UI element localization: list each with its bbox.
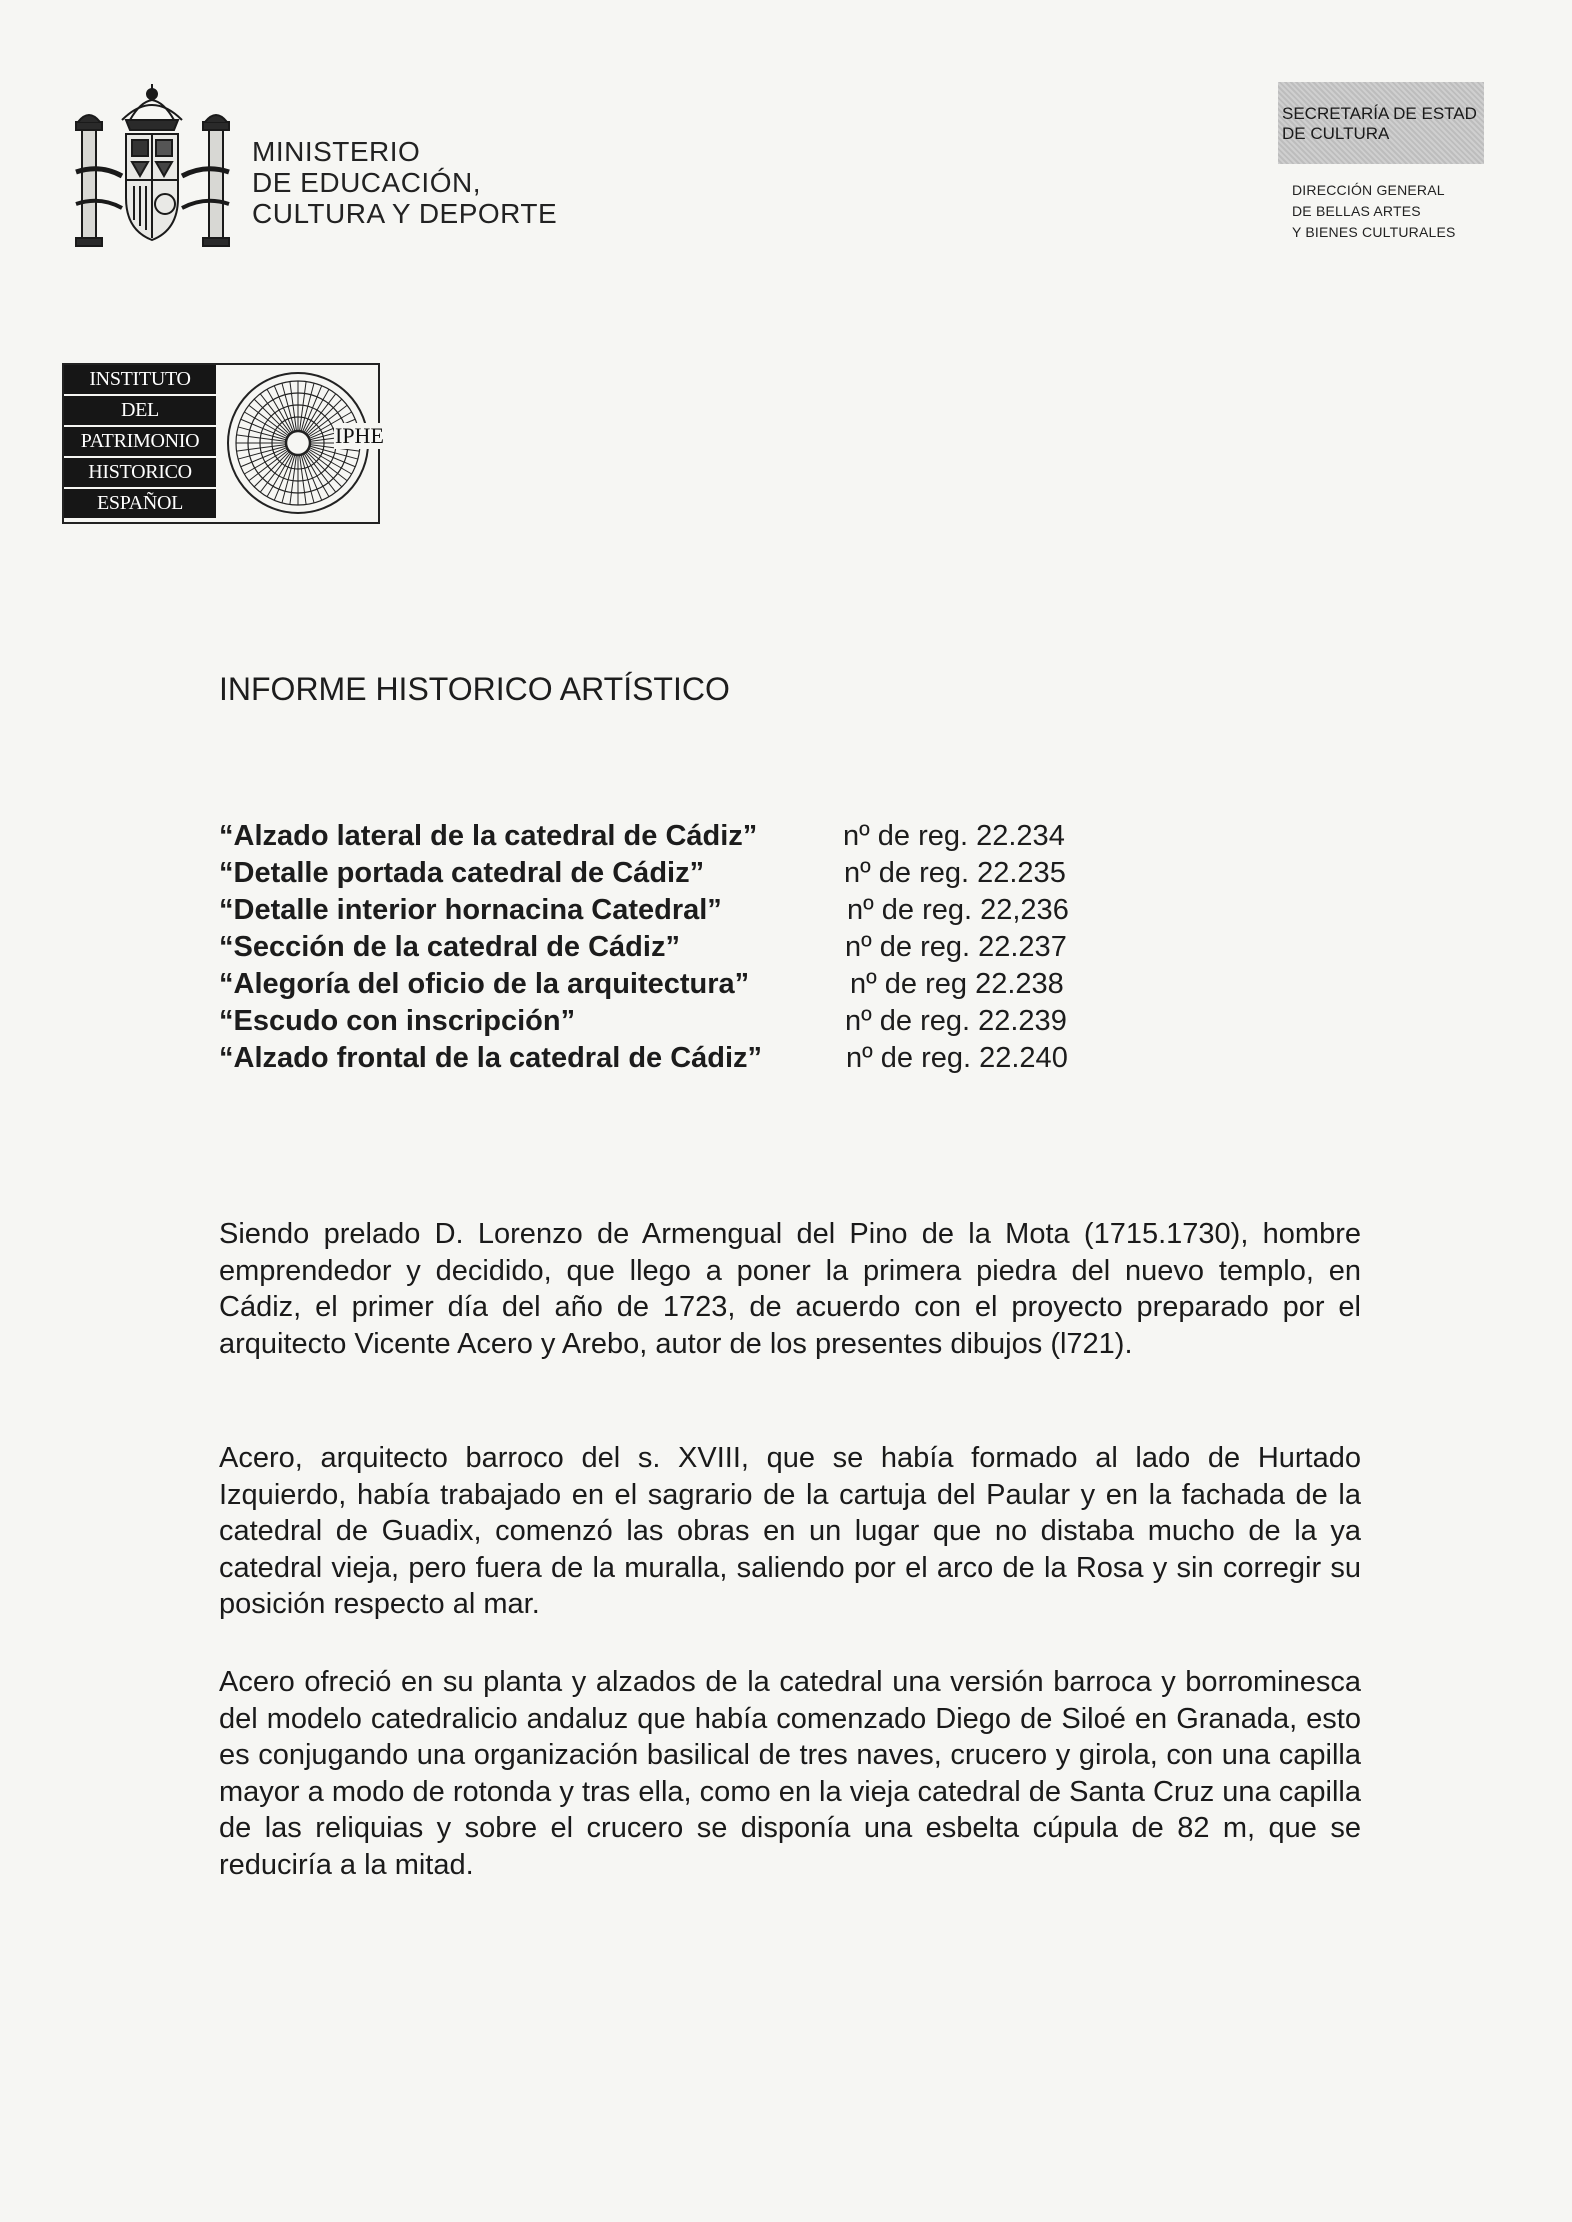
work-title: “Alzado lateral de la catedral de Cádiz” (219, 820, 758, 852)
direccion-line-1: DIRECCIÓN GENERAL (1292, 182, 1445, 198)
report-title: INFORME HISTORICO ARTÍSTICO (219, 671, 730, 707)
secretaria-line-1: SECRETARÍA DE ESTAD (1282, 104, 1477, 123)
work-title: “Alzado frontal de la catedral de Cádiz” (219, 1042, 763, 1074)
work-title: “Detalle portada catedral de Cádiz” (219, 857, 705, 889)
iphe-name-block (64, 365, 216, 522)
iphe-name-line-3: PATRIMONIO (64, 427, 216, 456)
ministry-line-1: MINISTERIO (252, 136, 421, 167)
coat-of-arms-emblem (70, 80, 235, 250)
work-title: “Detalle interior hornacina Catedral” (219, 894, 722, 926)
work-title: “Alegoría del oficio de la arquitectura” (219, 968, 750, 1000)
work-reg-number: nº de reg. 22.234 (843, 820, 1065, 852)
iphe-logo (62, 363, 384, 524)
direccion-line-3: Y BIENES CULTURALES (1292, 224, 1456, 240)
direccion-line-2: DE BELLAS ARTES (1292, 203, 1421, 219)
work-reg-number: nº de reg. 22.240 (846, 1042, 1068, 1074)
iphe-abbreviation: IPHE (335, 423, 384, 448)
iphe-name-line-5: ESPAÑOL (64, 489, 216, 518)
secretaria-box (1278, 82, 1484, 164)
work-reg-number: nº de reg 22.238 (850, 968, 1064, 1000)
work-title: “Sección de la catedral de Cádiz” (219, 931, 680, 963)
direccion-general (1292, 180, 1456, 243)
ministry-line-2: DE EDUCACIÓN, (252, 167, 481, 198)
work-reg-number: nº de reg. 22,236 (847, 894, 1069, 926)
body-paragraph-3: Acero ofreció en su planta y alzados de la catedral una versión barroca y borrominesca del modelo catedralicio andaluz que había comenzado Diego de Siloé en Granada, esto es conjugando una organización basilical de tres naves, crucero y girola, con una capilla mayor a modo de rotonda y tras ella, como en la vieja catedral de Santa Cruz una capilla de las reliquias y sobre el crucero se disponía una esbelta cúpula de 82 m, que se reduciría a la mitad. (219, 1666, 1361, 1881)
work-reg-number: nº de reg. 22.235 (844, 857, 1066, 889)
work-title: “Escudo con inscripción” (219, 1005, 576, 1037)
secretaria-line-2: DE CULTURA (1282, 124, 1390, 143)
iphe-name-line-4: HISTORICO (64, 458, 216, 487)
iphe-name-line-1: INSTITUTO (64, 365, 216, 394)
body-paragraph-2: Acero, arquitecto barroco del s. XVIII, que se había formado al lado de Hurtado Izquierdo, había trabajado en el sagrario de la cartuja del Paular y en la fachada de la catedral de Guadix, comenzó las obras en un lugar que no distaba mucho de la ya catedral vieja, pero fuera de la muralla, saliendo por el arco de la Rosa y sin corregir su posición respecto al mar. (219, 1442, 1361, 1620)
work-reg-number: nº de reg. 22.237 (845, 931, 1067, 963)
iphe-name-line-2: DEL (64, 396, 216, 425)
work-reg-number: nº de reg. 22.239 (845, 1005, 1067, 1037)
ministry-line-3: CULTURA Y DEPORTE (252, 198, 558, 229)
ministry-name (252, 136, 557, 229)
body-paragraph-1: Siendo prelado D. Lorenzo de Armengual del Pino de la Mota (1715.1730), hombre emprendedor y decidido, que llego a poner la primera piedra del nuevo templo, en Cádiz, el primer día del año de 1723, de acuerdo con el proyecto preparado por el arquitecto Vicente Acero y Arebo, autor de los presentes dibujos (l721). (219, 1218, 1361, 1360)
